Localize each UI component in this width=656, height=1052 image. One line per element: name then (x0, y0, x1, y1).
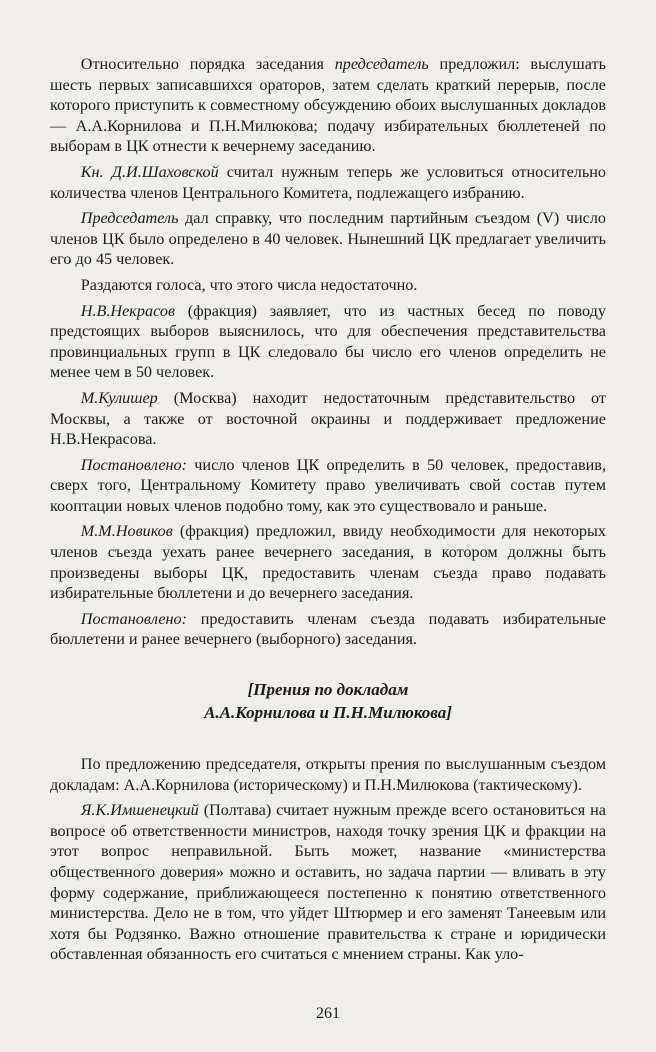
paragraph-9 (50, 609, 606, 650)
page-number: 261 (316, 1005, 340, 1022)
paragraph-10 (50, 754, 606, 795)
speaker-name: М.Кулишер (80, 388, 158, 407)
speaker-name: председатель (334, 55, 429, 73)
paragraph-text: (фракция) заявляет, что из частных бесед по поводу предстоящих выборов выяснилось, что для обеспечения представительства провинциальных групп в ЦК следовало бы число его членов определить не менее чем в 50 человек. (50, 301, 606, 382)
paragraph-text: дал справку, что последним партийным съездом (V) число членов ЦК было определено в 40 человек. Нынешний ЦК предлагает увеличить его до 45 человек. (50, 209, 606, 269)
paragraph-5 (50, 301, 606, 383)
paragraph-text: предложил: выслушать шесть первых записавшихся ораторов, затем сделать краткий перерыв, после которого приступить к совместному обсуждению обоих выслушанных докладов — А.А.Корнилова и П.Н.Милюкова; подачу избирательных бюллетеней по выборам в ЦК отнести к вечернему заседанию. (50, 55, 606, 156)
speaker-name: Н.В.Некрасов (80, 301, 175, 320)
paragraph-7 (50, 455, 606, 517)
section-heading-line-1: [Прения по докладам (247, 680, 409, 700)
paragraph-text: Раздаются голоса, что этого числа недостаточно. (80, 275, 418, 294)
paragraph-text: предоставить членам съезда подавать избирательные бюллетени и ранее вечернего (выборного) заседания. (50, 609, 606, 649)
paragraph-text: (фракция) предложил, ввиду необходимости для некоторых членов съезда уехать ранее вечернего заседания, в котором должны быть произведены выборы ЦК, предоставить членам съезда право подавать избирательные бюллетени и до вечернего заседания. (50, 522, 606, 603)
speaker-name: Я.К.Имшенецкий (80, 801, 199, 820)
paragraph-text: (Москва) находит недостаточным представительство от Москвы, а также от восточной окраины и поддерживает предложение Н.В.Некрасова. (50, 388, 606, 449)
paragraph-text: (Полтава) считает нужным прежде всего остановиться на вопросе об ответственности министров, находя точку зрения ЦК и фракции на этот вопрос неправильной. Быть может, название «министерства общественного доверия» можно и оставить, но задача партии — вливать в эту форму содержание, приближающееся постепенно к понятию ответственного министерства. Дело не в том, что уйдет Штюрмер и его заменят Танеевым или хотя бы Родзянко. Важно отношение правительства к стране и юридически обставленная обязанность его считаться с мнением страны. Как уло- (50, 801, 606, 964)
paragraph-11 (50, 800, 606, 965)
paragraph-4 (50, 275, 606, 296)
paragraph-6 (50, 388, 606, 450)
paragraph-text: считал нужным теперь же условиться относительно количества членов Центрального Комитета, подлежащего избранию. (50, 162, 606, 202)
paragraph-8 (50, 521, 606, 603)
paragraph-text: По предложению председателя, открыты прения по выслушанным съездом докладам: А.А.Корнилова (историческому) и П.Н.Милюкова (тактическому). (50, 755, 606, 794)
section-heading (50, 678, 606, 724)
section-heading-line-2: А.А.Корнилова и П.Н.Милюкова] (204, 703, 452, 723)
speaker-name: Постановлено: (80, 455, 188, 474)
speaker-name: Постановлено: (80, 609, 188, 628)
speaker-name: Кн. Д.И.Шаховской (80, 162, 219, 181)
paragraph-3 (50, 208, 606, 270)
document-page (50, 54, 606, 970)
paragraph-text: Относительно порядка заседания (80, 55, 335, 73)
speaker-name: М.М.Новиков (80, 522, 173, 541)
paragraph-text: число членов ЦК определить в 50 человек, предоставив, сверх того, Центральному Комитету право увеличивать свой состав путем кооптации новых членов подобно тому, как это существовало и раньше. (50, 455, 606, 515)
paragraph-2 (50, 162, 606, 203)
paragraph-1 (50, 54, 606, 157)
speaker-name: Председатель (80, 209, 179, 228)
